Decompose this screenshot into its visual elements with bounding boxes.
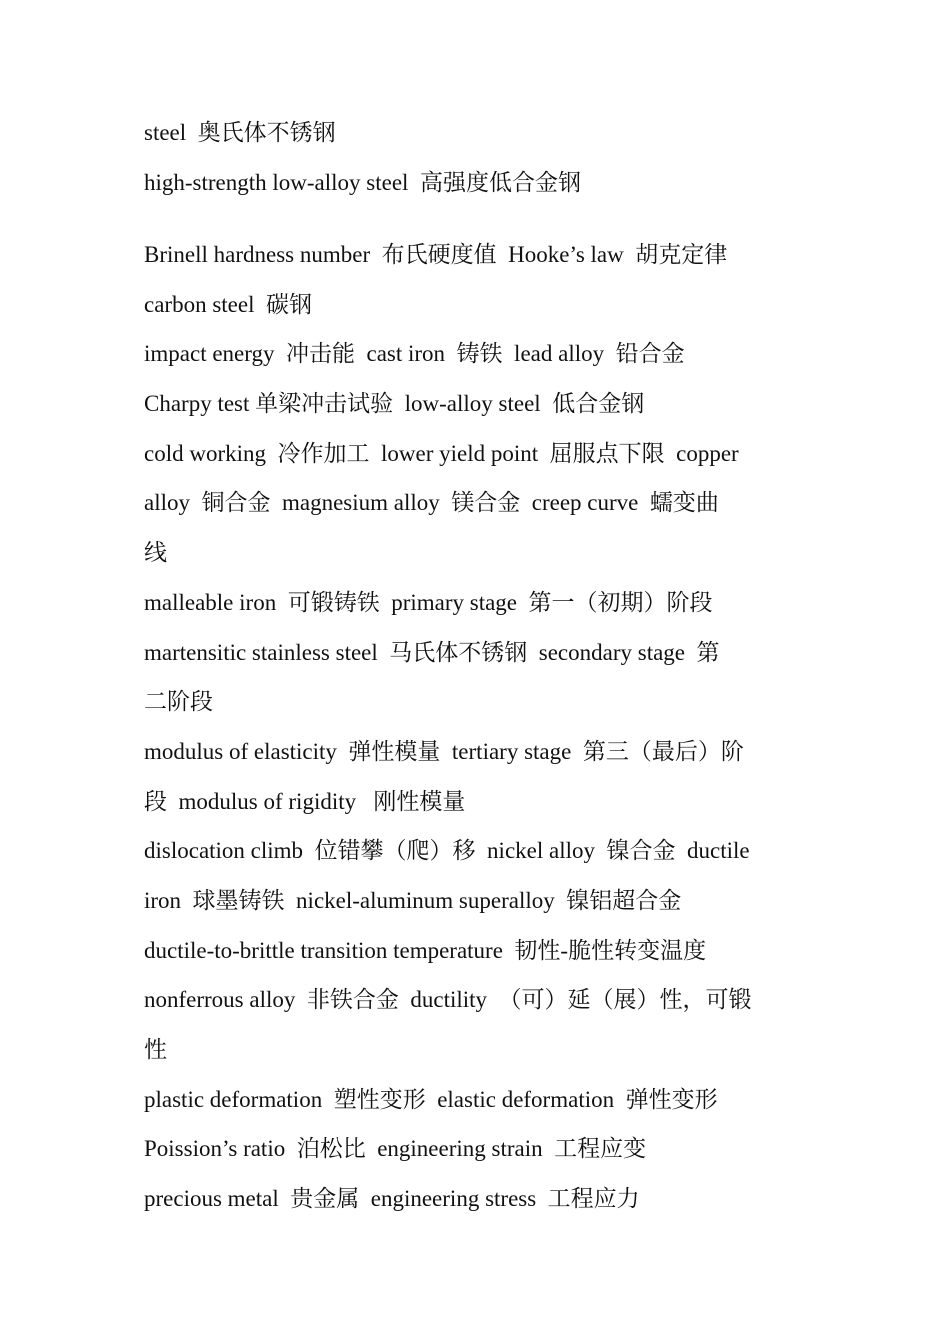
glossary-line: nonferrous alloy 非铁合金 ductility （可）延（展）性，可锻 — [144, 987, 752, 1013]
glossary-top-block — [144, 113, 810, 212]
glossary-line: alloy 铜合金 magnesium alloy 镁合金 creep curve 蠕变曲 — [144, 490, 719, 516]
glossary-line: 性 — [144, 1037, 167, 1062]
glossary-line: high-strength low-alloy steel 高强度低合金钢 — [144, 169, 581, 195]
glossary-line: 线 — [144, 540, 167, 566]
glossary-line: Charpy test 单梁冲击试验 low-alloy steel 低合金钢 — [144, 391, 645, 417]
glossary-main-block — [144, 235, 810, 1229]
glossary-line: Poission’s ratio 泊松比 engineering strain 工程应变 — [144, 1136, 647, 1162]
glossary-line: precious metal 贵金属 engineering stress 工程应力 — [144, 1186, 640, 1212]
glossary-line: plastic deformation 塑性变形 elastic deformation 弹性变形 — [144, 1086, 718, 1112]
glossary-line: impact energy 冲击能 cast iron 铸铁 lead alloy 铅合金 — [144, 341, 685, 367]
glossary-line: steel 奥氏体不锈钢 — [144, 120, 336, 145]
glossary-line: Brinell hardness number 布氏硬度值 Hooke’s law 胡克定律 — [144, 242, 728, 267]
glossary-line: ductile-to-brittle transition temperature 韧性-脆性转变温度 — [144, 937, 707, 963]
glossary-line: modulus of elasticity 弹性模量 tertiary stage 第三（最后）阶 — [144, 738, 744, 764]
glossary-line: carbon steel 碳钢 — [144, 291, 312, 317]
glossary-line: iron 球墨铸铁 nickel-aluminum superalloy 镍铝超合金 — [144, 887, 682, 913]
glossary-line: dislocation climb 位错攀（爬）移 nickel alloy 镍合金 ductile — [144, 838, 750, 864]
glossary-line: cold working 冷作加工 lower yield point 屈服点下限 copper — [144, 440, 739, 466]
glossary-line: 段 modulus of rigidity 刚性模量 — [144, 788, 466, 814]
glossary-line: martensitic stainless steel 马氏体不锈钢 secondary stage 第 — [144, 639, 720, 665]
glossary-line: 二阶段 — [144, 689, 213, 715]
glossary-line: malleable iron 可锻铸铁 primary stage 第一（初期）阶段 — [144, 589, 713, 615]
